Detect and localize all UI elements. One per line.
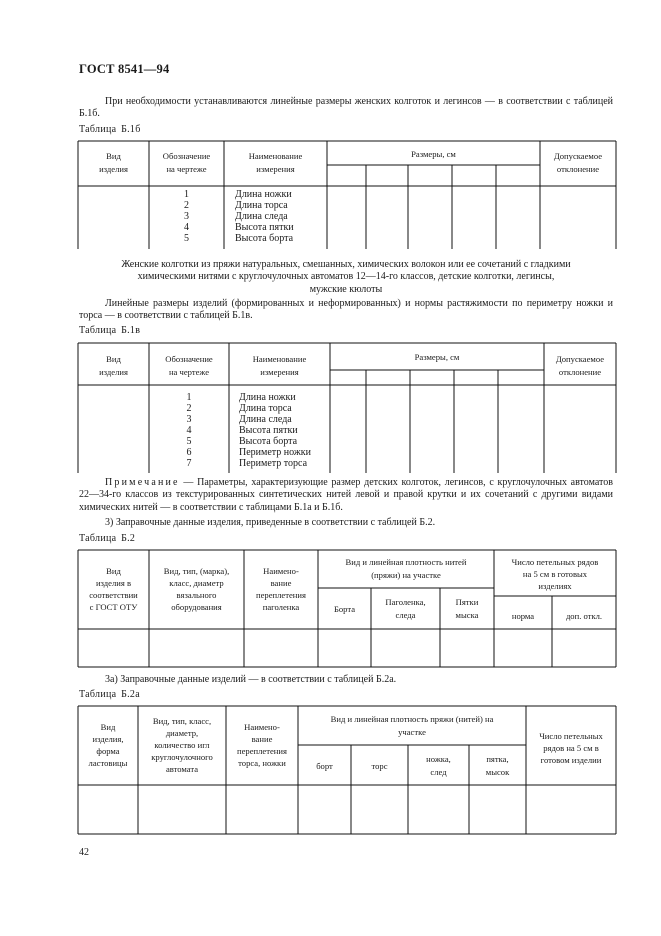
document-id: ГОСТ 8541—94 [79, 62, 170, 76]
header-pagol-2: следа [395, 610, 416, 620]
caption-b1v [79, 325, 140, 336]
table-b1v [78, 343, 616, 473]
heading-line: Женские колготки из пряжи натуральных, смешанных, химических волокон или ее сочетаний с гладкими [121, 259, 571, 270]
row-num: 1 [186, 392, 192, 403]
header-pyat-1: Пятки [455, 597, 479, 607]
header-plot-2: (пряжи) на участке [371, 570, 441, 580]
header-type-5: автомата [165, 764, 199, 774]
caption-b2 [79, 533, 135, 544]
note-label: Примечание [105, 477, 180, 488]
row-num: 5 [184, 233, 189, 244]
row-num: 3 [186, 414, 192, 425]
header-chislo-2: рядов на 5 см в [543, 743, 599, 753]
caption-number: Б.1в [121, 325, 141, 336]
header-dop-1: Допускаемое [555, 354, 605, 364]
heading-b1v [79, 259, 613, 296]
header-type-4: оборудования [171, 602, 222, 612]
heading-line: мужские кюлоты [309, 283, 383, 295]
header-vid-1: Вид [106, 566, 121, 576]
header-pyatka-2: мысок [485, 767, 510, 777]
row-num: 6 [186, 447, 192, 458]
paragraph-b2a: 3а) Заправочные данные изделий — в соответствии с таблицей Б.2а. [105, 674, 397, 685]
note [79, 477, 613, 514]
header-chislo-3: готовом изделии [540, 755, 602, 765]
caption-word: Таблица [79, 533, 117, 544]
header-oboz-2: на чертеже [166, 164, 207, 174]
table-b2 [78, 550, 616, 667]
row-name: Периметр ножки [239, 447, 311, 458]
header-naim-1: Наимено- [244, 722, 280, 732]
header-naim-4: торса, ножки [238, 758, 286, 768]
header-naim-1: Наименование [252, 354, 307, 364]
header-nozhka-2: след [430, 767, 447, 777]
row-name: Высота борта [235, 233, 294, 244]
header-type-1: Вид, тип, (марка), [163, 566, 230, 576]
row-num: 2 [184, 200, 189, 211]
header-pagol-1: Паголенка, [385, 597, 426, 607]
row-num: 1 [184, 189, 189, 200]
row-name: Высота пятки [235, 222, 294, 233]
header-vid-1: Вид [106, 151, 121, 161]
header-naim-3: переплетения [256, 590, 306, 600]
row-name: Длина следа [239, 414, 292, 425]
header-oboz-1: Обозначение [162, 151, 211, 161]
caption-word: Таблица [79, 689, 117, 700]
row-name: Длина торса [235, 200, 288, 211]
header-type-3: вязального [176, 590, 217, 600]
header-razm: Размеры, см [411, 149, 456, 159]
header-dop-2: отклонение [558, 367, 602, 377]
caption-number: Б.2а [121, 689, 140, 700]
header-naim-2: вание [251, 734, 273, 744]
row-num: 4 [186, 425, 192, 436]
header-pyatka-1: пятка, [486, 754, 509, 764]
header-naim-2: измерения [256, 164, 295, 174]
row-name: Периметр торса [239, 458, 308, 469]
paragraph-b1b: При необходимости устанавливаются линейные размеры женских колготок и легинсов — в соответствии с таблицей Б.1б. [79, 96, 613, 120]
header-oboz-1: Обозначение [165, 354, 213, 364]
row-name: Длина ножки [235, 189, 292, 200]
header-vid-4: с ГОСТ ОТУ [89, 602, 138, 612]
header-naim-1: Наимено- [263, 566, 299, 576]
paragraph-b2: 3) Заправочные данные изделия, приведенные в соответствии с таблицей Б.2. [105, 517, 436, 528]
header-plot-1: Вид и линейная плотность нитей [345, 557, 467, 567]
header-type-1: Вид, тип, класс, [152, 716, 212, 726]
header-vid-4: ластовицы [88, 758, 128, 768]
row-name: Высота борта [239, 436, 298, 447]
header-plot-2: участке [398, 727, 426, 737]
header-type-4: круглочулочного [151, 752, 213, 762]
header-type-2: класс, диаметр [169, 578, 224, 588]
caption-word: Таблица [79, 325, 117, 336]
row-name: Длина торса [239, 403, 292, 414]
row-num: 2 [186, 403, 192, 414]
table-b2a [78, 706, 616, 834]
header-naim-4: паголенка [262, 602, 300, 612]
header-tors: торс [371, 761, 388, 771]
header-oboz-2: на чертеже [168, 367, 210, 377]
header-type-2: диаметр, [165, 728, 199, 738]
row-name: Длина следа [235, 211, 288, 222]
header-chislo-1: Число петельных рядов [511, 557, 599, 567]
row-num: 5 [186, 436, 192, 447]
row-num: 4 [184, 222, 189, 233]
header-dop: доп. откл. [565, 611, 603, 621]
heading-line: химическими нитями с круглочулочных автоматов 12—14-го классов, детские колготки, легинсы, [137, 271, 555, 283]
header-type-3: количество игл [154, 740, 210, 750]
header-vid-2: изделия, [92, 734, 124, 744]
header-chislo-2: на 5 см в готовых [522, 569, 588, 579]
header-vid-3: соответствии [89, 590, 138, 600]
header-naim-2: измерения [260, 367, 299, 377]
header-vid-3: форма [96, 746, 120, 756]
header-naim-1: Наименование [248, 151, 303, 161]
row-num: 3 [184, 211, 189, 222]
caption-number: Б.2 [121, 533, 136, 544]
header-dop-1: Допускаемое [553, 151, 603, 161]
header-vid-2: изделия в [95, 578, 132, 588]
header-naim-2: вание [270, 578, 292, 588]
header-chislo-1: Число петельных [539, 731, 603, 741]
row-num: 7 [186, 458, 192, 469]
header-nozhka-1: ножка, [426, 754, 451, 764]
header-naim-3: переплетения [237, 746, 287, 756]
header-dop-2: отклонение [556, 164, 600, 174]
row-name: Длина ножки [239, 392, 296, 403]
header-bort: борт [316, 761, 333, 771]
caption-number: Б.1б [121, 124, 141, 135]
header-norma: норма [511, 611, 535, 621]
row-name: Высота пятки [239, 425, 298, 436]
header-borta: Борта [333, 604, 356, 614]
header-vid-1: Вид [100, 722, 116, 732]
header-vid-2: изделия [99, 164, 128, 174]
caption-word: Таблица [79, 124, 117, 135]
caption-b1b [79, 124, 141, 135]
header-plot-1: Вид и линейная плотность пряжи (нитей) на [330, 714, 494, 724]
header-vid-2: изделия [99, 367, 128, 377]
table-b1b [78, 141, 616, 249]
page-number: 42 [79, 847, 89, 858]
header-vid-1: Вид [106, 354, 121, 364]
caption-b2a [79, 689, 140, 700]
paragraph-b1v: Линейные размеры изделий (формированных и неформированных) и нормы растяжимости по периметру ножки и торса — в соответствии с таблицей Б.1в. [79, 298, 613, 322]
header-chislo-3: изделиях [538, 581, 572, 591]
header-pyat-2: мыска [455, 610, 479, 620]
header-razm: Размеры, см [414, 352, 460, 362]
note-text: — Параметры, характеризующие размер детских колготок, легинсов, с круглочулочных автоматов 22—34-го классов из текстурированных синтетических нитей левой и правой крутки и их сочетаний с другими видами химических нитей — в соответствии с таблицами Б.1а и Б.1б. [79, 477, 613, 513]
